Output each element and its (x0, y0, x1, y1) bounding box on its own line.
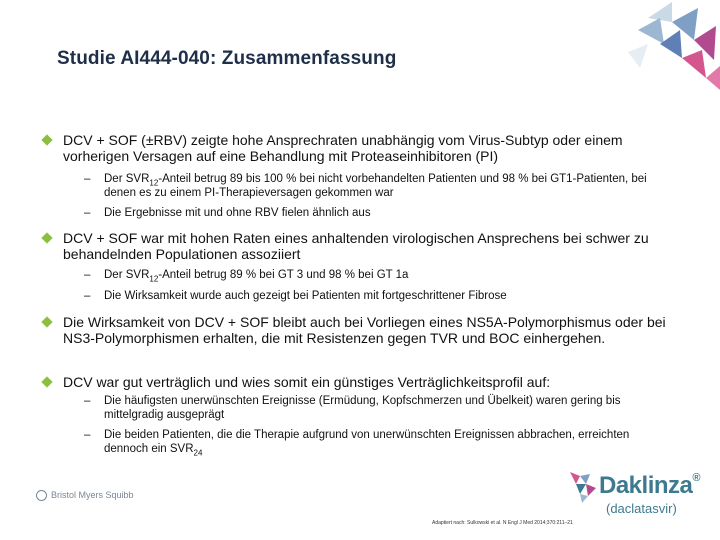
sub-item: – Die häufigsten unerwünschten Ereignisse (Ermüdung, Kopfschmerzen und Übelkeit) waren gering bis mittelgradig ausgeprägt (84, 395, 621, 421)
bms-logo-icon (36, 490, 47, 501)
product-generic-name: (daclatasvir) (606, 501, 677, 516)
slide-title: Studie AI444-040: Zusammenfassung (57, 48, 397, 69)
sub-item: – Der $SVR_{12}$-Anteil betrug 89 bis 100 % bei nicht vorbehandelten Patienten und 98 % bei GT1-Patienten, bei denen es zu einem PI-Therapieversagen gekommen war (84, 173, 647, 199)
sub-item: – Der $SVR_{12}$-Anteil betrug 89 % bei GT 3 und 98 % bei GT 1a (84, 269, 409, 284)
bullet-text: DCV war gut verträglich und wies somit ein günstiges Verträglichkeitsprofil auf: (63, 374, 551, 390)
dash-icon: – (84, 207, 91, 219)
dash-icon: – (84, 269, 91, 281)
bullet-icon (41, 134, 52, 145)
bullet-icon (41, 232, 52, 243)
list-item (40, 132, 683, 164)
bullet-text: Die Wirksamkeit von DCV + SOF bleibt auch bei Vorliegen eines NS5A-Polymorphismus oder bei NS3-Polymorphismen erhalten, die mit Resistenzen gegen TVR und BOC einhergehen. (63, 314, 666, 346)
daklinza-logo-icon (566, 470, 598, 504)
daklinza-logo (566, 470, 716, 530)
bms-logo: Bristol Myers Squibb (36, 490, 134, 501)
list-item (40, 374, 683, 390)
sub-item: – Die beiden Patienten, die die Therapie aufgrund von unerwünschten Ereignissen abbrachen, erreichten dennoch ein $SVR_{24}$ (84, 429, 630, 458)
list-item (40, 314, 683, 346)
corner-decoration (610, 0, 720, 90)
sub-item: – Die Ergebnisse mit und ohne RBV fielen ähnlich aus (84, 207, 371, 219)
dash-icon: – (84, 429, 91, 441)
reference-citation: Adaptiert nach: Sulkowski et al. N Engl J Med 2014;370:211–21 (432, 520, 573, 526)
bullet-icon (41, 376, 52, 387)
dash-icon: – (84, 173, 91, 185)
bullet-text: DCV + SOF (±RBV) zeigte hohe Ansprechraten unabhängig vom Virus-Subtyp oder einem vorherigen Versagen auf eine Behandlung mit Proteaseinhibitoren (PI) (63, 132, 623, 164)
bullet-text: DCV + SOF war mit hohen Raten eines anhaltenden virologischen Ansprechens bei schwer zu behandelnden Populationen assoziiert (63, 230, 649, 262)
list-item (40, 230, 683, 262)
dash-icon: – (84, 395, 91, 407)
product-name: Daklinza® (599, 472, 700, 499)
bullet-icon (41, 316, 52, 327)
sub-item: – Die Wirksamkeit wurde auch gezeigt bei Patienten mit fortgeschrittener Fibrose (84, 290, 507, 302)
dash-icon: – (84, 290, 91, 302)
